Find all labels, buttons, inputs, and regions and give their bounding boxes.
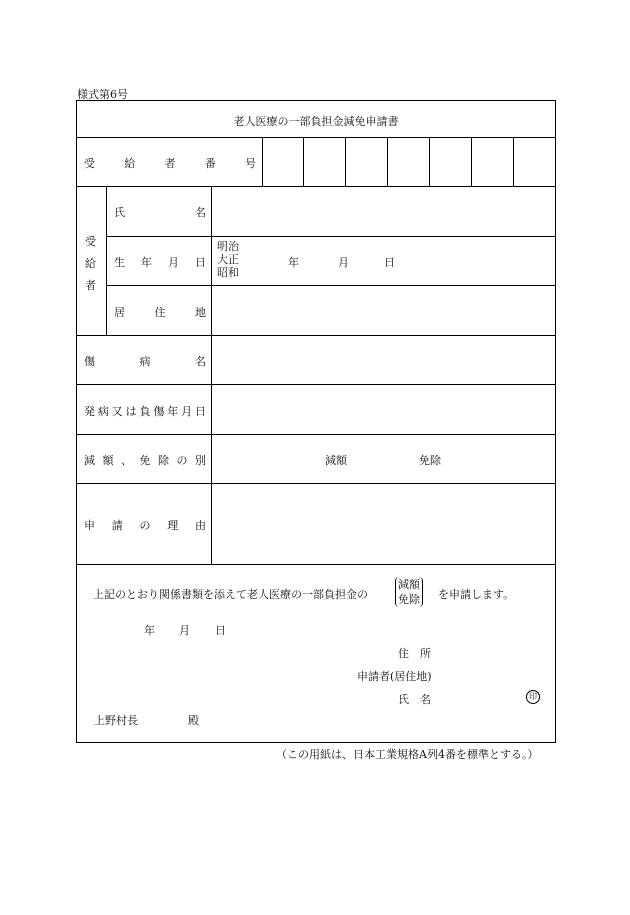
seal-mark: 印 (526, 690, 540, 704)
divider (387, 137, 388, 186)
divider (211, 186, 212, 564)
divider (106, 236, 555, 237)
choice-reduction: 減額 (398, 578, 420, 591)
era-meiji: 明治 (217, 240, 239, 253)
form-number: 様式第6号 (77, 88, 128, 101)
era-showa: 昭和 (217, 266, 239, 279)
divider (77, 434, 555, 435)
application-day-unit: 日 (215, 624, 226, 637)
application-form (76, 100, 556, 743)
divider (303, 137, 304, 186)
divider (471, 137, 472, 186)
honorific: 殿 (188, 714, 199, 727)
divider (77, 483, 555, 484)
onset-date-label: 発 病 又 は 負 傷 年 月 日 (84, 405, 206, 418)
divider (77, 335, 555, 336)
applicant-label: 申請者(居住地) (357, 670, 432, 683)
illness-label: 傷 病 名 (84, 355, 206, 368)
era-taisho: 大正 (217, 253, 239, 266)
footer-note: （この用紙は、日本工業規格A列4番を標準とする。） (276, 748, 539, 761)
applicant-name-label: 氏 名 (398, 693, 431, 706)
addressee: 上野村長 (94, 714, 138, 727)
form-title: 老人医療の一部負担金減免申請書 (233, 115, 399, 128)
declaration-prefix: 上記のとおり関係書類を添えて老人医療の一部負担金の (93, 588, 368, 601)
divider (345, 137, 346, 186)
reduction-exemption-choice (395, 577, 423, 607)
divider (106, 285, 555, 286)
divider (513, 137, 514, 186)
birthdate-label: 生 年 月 日 (114, 256, 206, 269)
application-month-unit: 月 (179, 624, 190, 637)
birth-year-unit: 年 (288, 256, 299, 269)
divider (77, 137, 555, 138)
declaration-suffix: を申請します。 (438, 588, 515, 601)
recipient-number-label: 受 給 者 番 号 (84, 157, 256, 170)
birth-month-unit: 月 (338, 256, 349, 269)
name-label: 氏 名 (114, 206, 206, 219)
divider (77, 186, 555, 187)
reason-label: 申 請 の 理 由 (84, 519, 206, 532)
divider (429, 137, 430, 186)
residence-label: 居 住 地 (114, 306, 206, 319)
address-label: 住 所 (398, 647, 431, 660)
reduction-type-label: 減 額 、 免 除 の 別 (84, 454, 206, 467)
divider (77, 384, 555, 385)
choice-exemption: 免除 (398, 593, 420, 606)
divider (262, 137, 263, 186)
exemption-option[interactable]: 免除 (419, 454, 441, 467)
divider (77, 564, 555, 565)
reduction-option[interactable]: 減額 (325, 454, 347, 467)
birth-day-unit: 日 (384, 256, 395, 269)
recipient-group-label: 受 給 者 (85, 235, 96, 292)
era-list (217, 240, 239, 279)
application-year-unit: 年 (144, 624, 155, 637)
divider (106, 186, 107, 335)
